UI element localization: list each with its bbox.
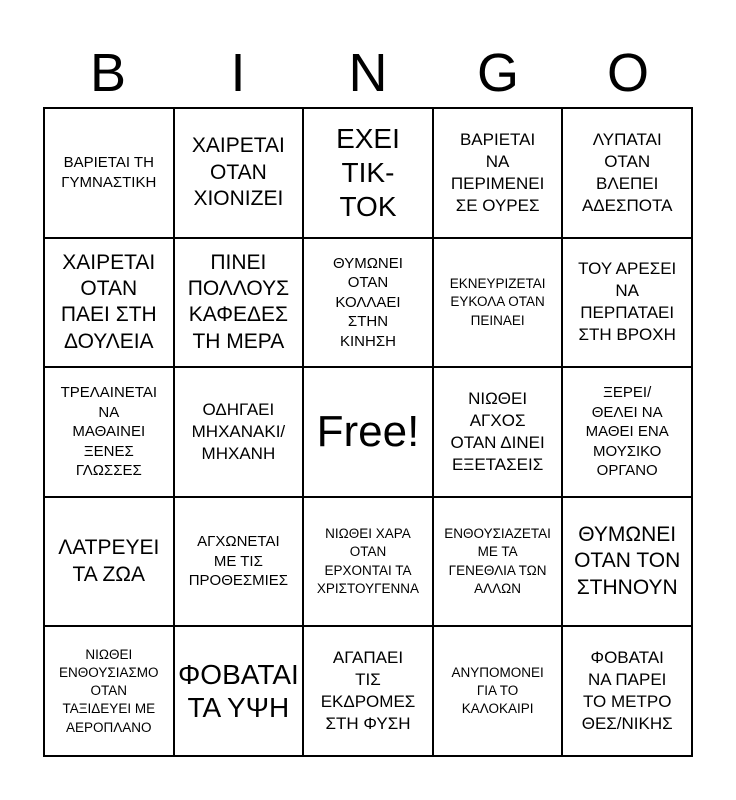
bingo-cell[interactable]: ΧΑΙΡΕΤΑΙ ΟΤΑΝ ΧΙΟΝΙΖΕΙ bbox=[174, 108, 304, 238]
bingo-cell[interactable]: ΘΥΜΩΝΕΙ ΟΤΑΝ ΚΟΛΛΑΕΙ ΣΤΗΝ ΚΙΝΗΣΗ bbox=[303, 238, 433, 368]
bingo-cell[interactable]: ΑΓΧΩΝΕΤΑΙ ΜΕ ΤΙΣ ΠΡΟΘΕΣΜΙΕΣ bbox=[174, 497, 304, 627]
bingo-cell[interactable]: ΤΡΕΛΑΙΝΕΤΑΙ ΝΑ ΜΑΘΑΙΝΕΙ ΞΕΝΕΣ ΓΛΩΣΣΕΣ bbox=[44, 367, 174, 497]
bingo-cell[interactable]: ΝΙΩΘΕΙ ΧΑΡΑ ΟΤΑΝ ΕΡΧΟΝΤΑΙ ΤΑ ΧΡΙΣΤΟΥΓΕΝΝΑ bbox=[303, 497, 433, 627]
header-letter-b: B bbox=[89, 43, 127, 103]
header-letter-i: I bbox=[230, 43, 246, 103]
bingo-cell[interactable]: ΟΔΗΓΑΕΙ ΜΗΧΑΝΑΚΙ/ ΜΗΧΑΝΗ bbox=[174, 367, 304, 497]
bingo-cell[interactable]: ΠΙΝΕΙ ΠΟΛΛΟΥΣ ΚΑΦΕΔΕΣ ΤΗ ΜΕΡΑ bbox=[174, 238, 304, 368]
bingo-cell[interactable]: ΑΝΥΠΟΜΟΝΕΙ ΓΙΑ ΤΟ ΚΑΛΟΚΑΙΡΙ bbox=[433, 626, 563, 756]
header-letter-g: G bbox=[476, 43, 519, 103]
bingo-cell[interactable]: ΕΚΝΕΥΡΙΖΕΤΑΙ ΕΥΚΟΛΑ ΟΤΑΝ ΠΕΙΝΑΕΙ bbox=[433, 238, 563, 368]
bingo-cell[interactable]: ΑΓΑΠΑΕΙ ΤΙΣ ΕΚΔΡΟΜΕΣ ΣΤΗ ΦΥΣΗ bbox=[303, 626, 433, 756]
bingo-cell[interactable]: ΒΑΡΙΕΤΑΙ ΝΑ ΠΕΡΙΜΕΝΕΙ ΣΕ ΟΥΡΕΣ bbox=[433, 108, 563, 238]
bingo-cell[interactable]: ΛΑΤΡΕΥΕΙ ΤΑ ΖΩΑ bbox=[44, 497, 174, 627]
bingo-cell[interactable]: ΒΑΡΙΕΤΑΙ ΤΗ ΓΥΜΝΑΣΤΙΚΗ bbox=[44, 108, 174, 238]
bingo-cell[interactable]: ΘΥΜΩΝΕΙ ΟΤΑΝ ΤΟΝ ΣΤΗΝΟΥΝ bbox=[562, 497, 692, 627]
bingo-cell[interactable]: ΦΟΒΑΤΑΙ ΤΑ ΥΨΗ bbox=[174, 626, 304, 756]
bingo-cell[interactable]: ΞΕΡΕΙ/ ΘΕΛΕΙ ΝΑ ΜΑΘΕΙ ΕΝΑ ΜΟΥΣΙΚΟ ΟΡΓΑΝΟ bbox=[562, 367, 692, 497]
free-space-cell[interactable]: Free! bbox=[303, 367, 433, 497]
bingo-cell[interactable]: ΕΝΘΟΥΣΙΑΖΕΤΑΙ ΜΕ ΤΑ ΓΕΝΕΘΛΙΑ ΤΩΝ ΑΛΛΩΝ bbox=[433, 497, 563, 627]
header-letter-o: O bbox=[606, 43, 649, 103]
bingo-cell[interactable]: ΧΑΙΡΕΤΑΙ ΟΤΑΝ ΠΑΕΙ ΣΤΗ ΔΟΥΛΕΙΑ bbox=[44, 238, 174, 368]
bingo-cell[interactable]: ΛΥΠΑΤΑΙ ΟΤΑΝ ΒΛΕΠΕΙ ΑΔΕΣΠΟΤΑ bbox=[562, 108, 692, 238]
header-letter-n: N bbox=[348, 43, 388, 103]
bingo-cell[interactable]: ΝΙΩΘΕΙ ΑΓΧΟΣ ΟΤΑΝ ΔΙΝΕΙ ΕΞΕΤΑΣΕΙΣ bbox=[433, 367, 563, 497]
bingo-header bbox=[43, 38, 693, 108]
bingo-board bbox=[43, 107, 693, 757]
bingo-cell[interactable]: ΦΟΒΑΤΑΙ ΝΑ ΠΑΡΕΙ ΤΟ ΜΕΤΡΟ ΘΕΣ/ΝΙΚΗΣ bbox=[562, 626, 692, 756]
bingo-cell[interactable]: ΕΧΕΙ TIK- TOK bbox=[303, 108, 433, 238]
bingo-cell[interactable]: ΤΟΥ ΑΡΕΣΕΙ ΝΑ ΠΕΡΠΑΤΑΕΙ ΣΤΗ ΒΡΟΧΗ bbox=[562, 238, 692, 368]
bingo-cell[interactable]: ΝΙΩΘΕΙ ΕΝΘΟΥΣΙΑΣΜΟ ΟΤΑΝ ΤΑΞΙΔΕΥΕΙ ΜΕ ΑΕΡΟΠΛΑΝΟ bbox=[44, 626, 174, 756]
